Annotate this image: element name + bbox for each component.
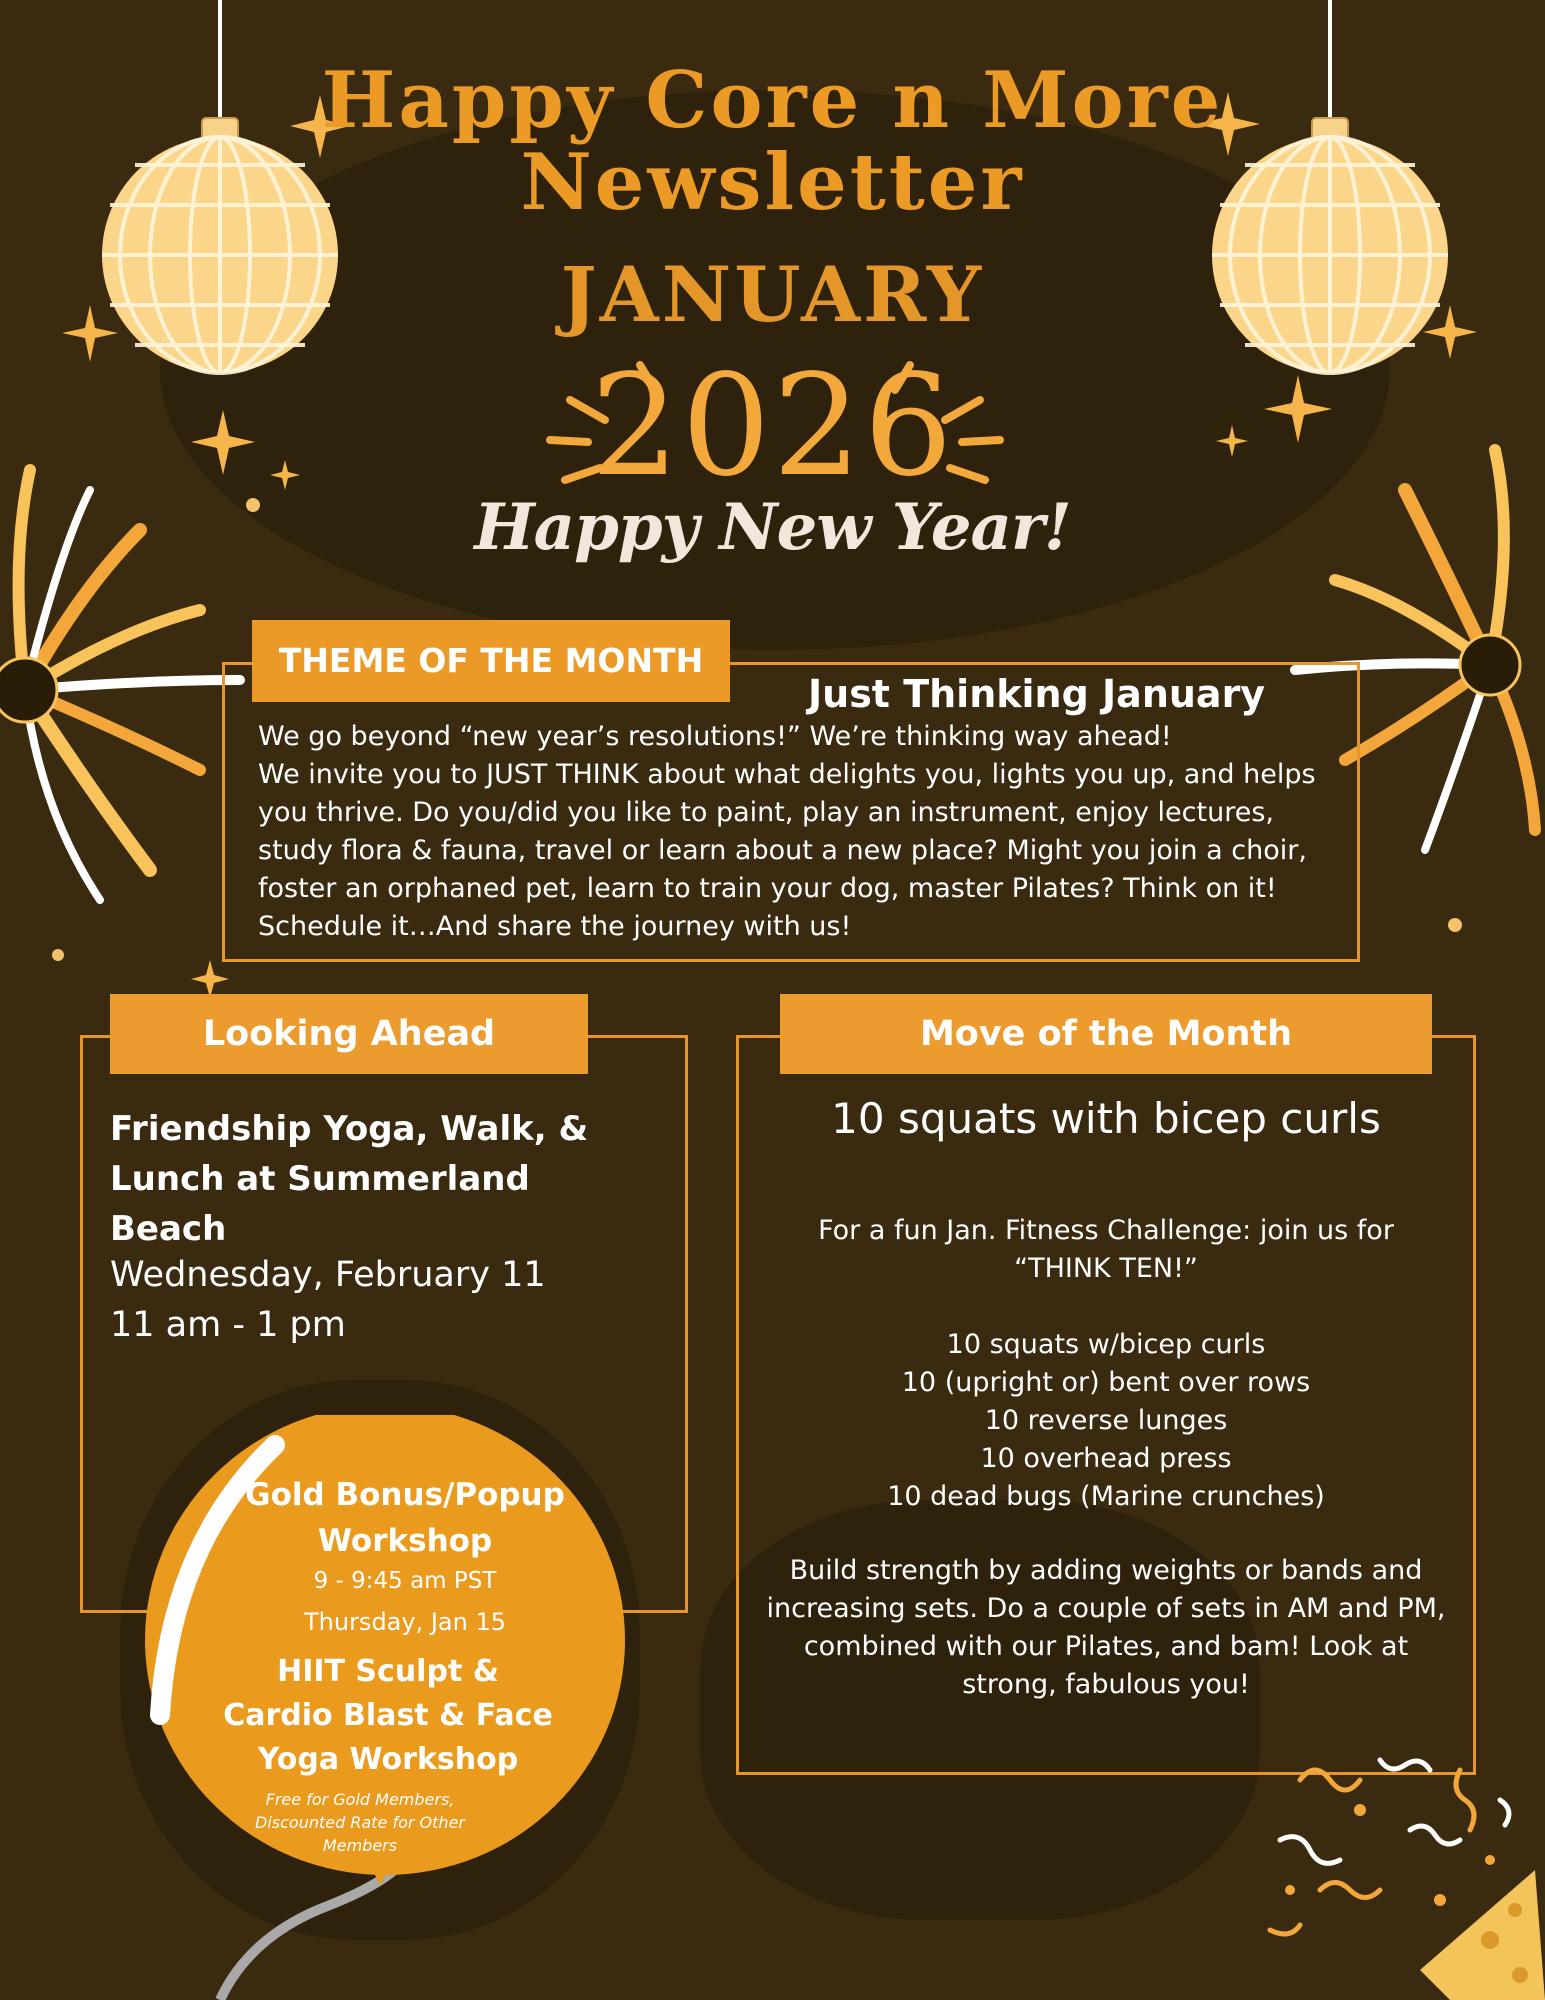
exercise-item: 10 overhead press <box>980 1443 1232 1474</box>
move-outro-line: increasing sets. Do a couple of sets in AM and PM, <box>766 1593 1446 1624</box>
move-intro-line: “THINK TEN!” <box>1014 1253 1198 1284</box>
balloon-title: Gold Bonus/Popup Workshop <box>245 1477 565 1559</box>
exercise-item: 10 squats w/bicep curls <box>946 1329 1266 1360</box>
event-date: Wednesday, February 11 <box>110 1255 546 1295</box>
theme-paragraph: We invite you to JUST THINK about what delights you, lights you up, and helps you thrive. Do you/did you like to paint, play an instrument, enjoy lectures, study flora & fauna, travel or learn about a new place? Might you join a choir, foster an orphaned pet, learn to train your dog, master Pilates? Think on it! Schedule it…And share the journey with us! <box>258 759 1316 942</box>
exercise-item: 10 reverse lunges <box>984 1405 1228 1436</box>
move-heading: 10 squats with bicep curls <box>831 1094 1381 1143</box>
newsletter-title-line1: Happy Core n More <box>321 55 1224 146</box>
event-time: 11 am - 1 pm <box>110 1305 346 1345</box>
move-intro <box>740 1212 1472 1288</box>
theme-heading: Just Thinking January <box>808 672 1266 716</box>
balloon-date: Thursday, Jan 15 <box>303 1608 507 1636</box>
exercise-item: 10 (upright or) bent over rows <box>901 1367 1311 1398</box>
newsletter-title-line2: Newsletter <box>520 137 1025 228</box>
move-outro-line: strong, fabulous you! <box>962 1669 1250 1700</box>
looking-ahead-tab-label: Looking Ahead <box>110 994 588 1074</box>
exercise-item: 10 dead bugs (Marine crunches) <box>887 1481 1325 1512</box>
theme-tab-label: THEME OF THE MONTH <box>252 620 730 702</box>
party-popper-icon <box>1260 1740 1545 2000</box>
year-label: 2026 <box>590 345 955 508</box>
theme-paragraph: We go beyond “new year’s resolutions!” We’re thinking way ahead! <box>258 721 1172 752</box>
move-intro-line: For a fun Jan. Fitness Challenge: join us for <box>818 1215 1394 1246</box>
theme-body <box>258 718 1338 946</box>
balloon-workshop: HIIT Sculpt & Cardio Blast & Face Yoga Workshop <box>223 1654 553 1777</box>
event-title: Friendship Yoga, Walk, & Lunch at Summerland Beach <box>110 1109 589 1249</box>
balloon-note: Free for Gold Members, Discounted Rate for Other Members <box>255 1790 465 1855</box>
balloon-time: 9 - 9:45 am PST <box>313 1568 497 1594</box>
exercise-list <box>740 1326 1472 1516</box>
move-outro-line: combined with our Pilates, and bam! Look at <box>803 1631 1409 1662</box>
move-outro-line: Build strength by adding weights or bands and <box>789 1555 1423 1586</box>
move-of-month-tab-label: Move of the Month <box>780 994 1432 1074</box>
move-outro <box>740 1552 1472 1704</box>
month-label: JANUARY <box>560 250 985 339</box>
happy-new-year-label: Happy New Year! <box>474 490 1071 565</box>
